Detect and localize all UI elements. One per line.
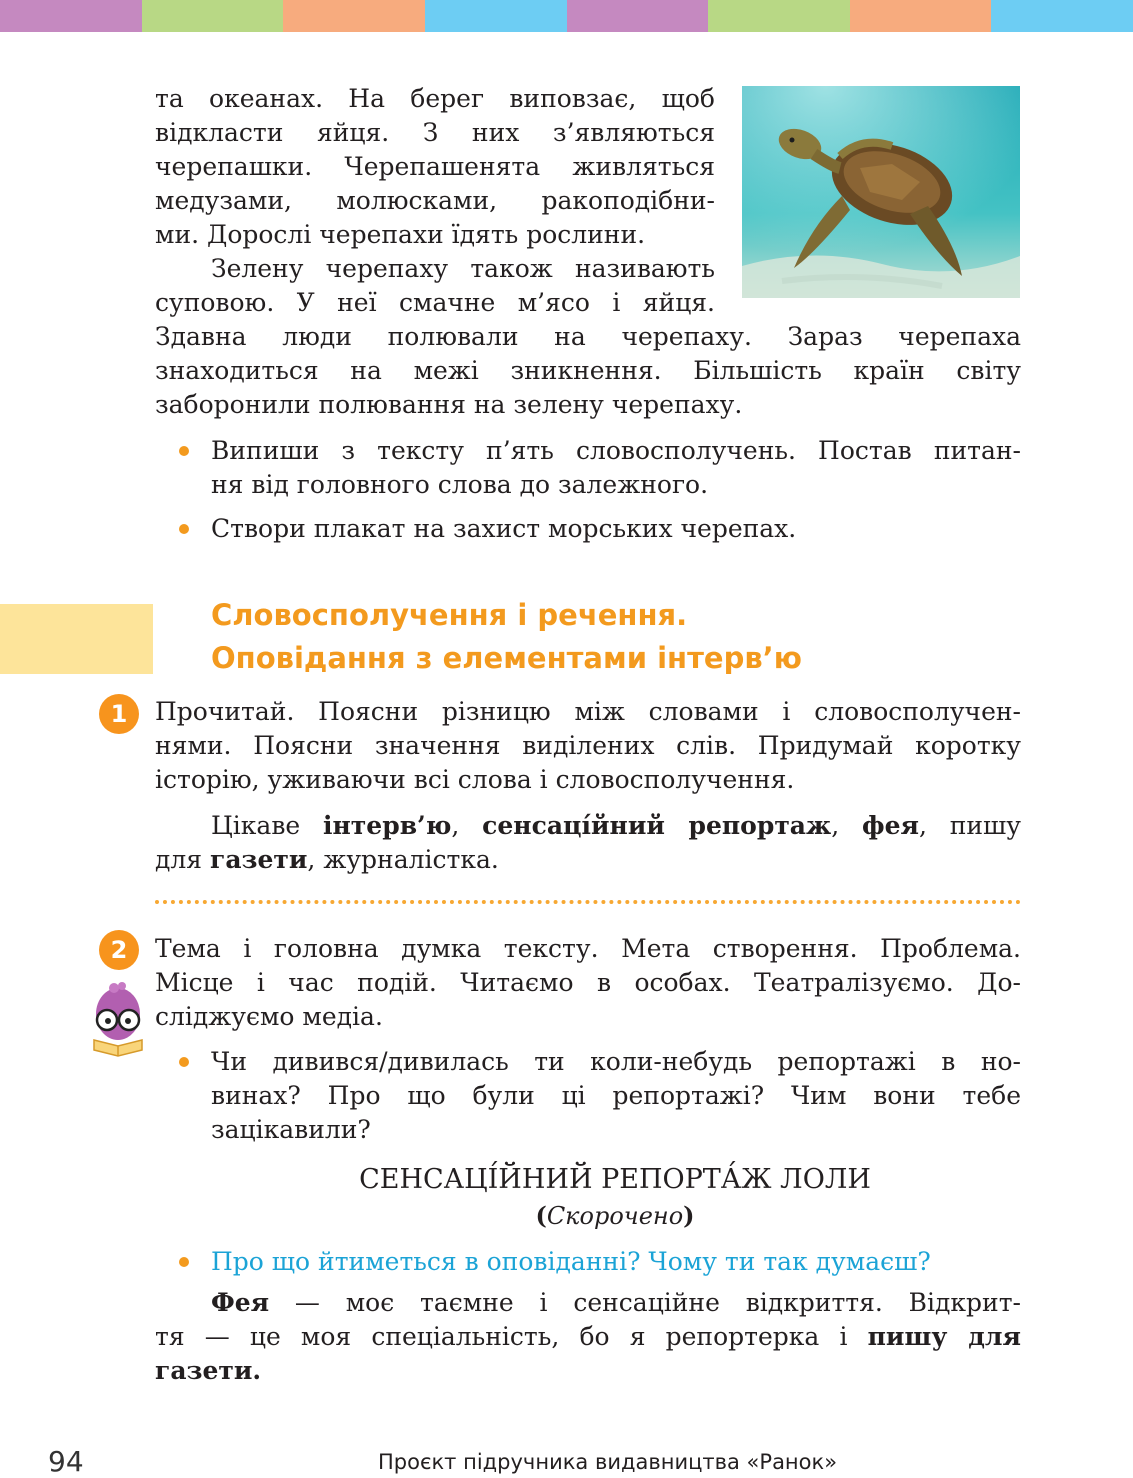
text-line: Випиши з тексту п’ять словосполучень. Постав питан-	[211, 436, 1021, 465]
text-line: Фея — моє таємне і сенсаційне відкриття. Відкрит-	[211, 1288, 1021, 1317]
text-line: та океанах. На берег виповзає, щоб	[155, 84, 715, 113]
text-line: черепашки. Черепашенята живляться	[155, 152, 715, 181]
text-line: Зелену черепаху також називають	[211, 254, 715, 283]
text-line: Тема і головна думка тексту. Мета створення. Проблема.	[155, 934, 1021, 963]
bullet-item	[211, 1045, 1021, 1147]
section-heading-line-2: Оповідання з елементами інтерв’ю	[211, 641, 802, 675]
text-line: заборонили полювання на зелену черепаху.	[155, 390, 743, 419]
text-line: газети.	[155, 1356, 262, 1385]
bullet-dot	[179, 446, 189, 456]
bullet-item	[211, 434, 1021, 502]
task-number-badge: 1	[99, 694, 139, 734]
bold-word: сенсаці́йний репортаж	[482, 811, 832, 840]
bold-word: фея	[862, 811, 919, 840]
text-line: винах? Про що були ці репортажі? Чим вони тебе	[211, 1081, 1021, 1110]
text-line: медузами, молюсками, ракоподібни-	[155, 186, 715, 215]
word: Цікаве	[211, 811, 301, 840]
text-line: знаходиться на межі зникнення. Більшість країн світу	[155, 356, 1021, 385]
text-line: суповою. У неї смачне м’ясо і яйця.	[155, 288, 715, 317]
owl-mascot-icon	[88, 980, 148, 1060]
color-stripe	[0, 0, 142, 32]
text-line: Створи плакат на захист морських черепах.	[211, 514, 797, 543]
heading-accent-bar	[0, 604, 153, 674]
color-stripe	[425, 0, 567, 32]
text-line: Цікаве інтерв’ю, сенсаці́йний репортаж, фея, пишу	[211, 811, 1021, 840]
story-question	[211, 1245, 1021, 1279]
story-subtitle: (Скорочено)	[535, 1201, 695, 1230]
story-text	[155, 1286, 1021, 1388]
bold-word: газети	[210, 845, 308, 874]
bullet-dot	[179, 1057, 189, 1067]
word: для	[155, 845, 203, 874]
color-stripe	[991, 0, 1133, 32]
text-line: Прочитай. Поясни різницю між словами і словосполучен-	[155, 697, 1021, 726]
section-heading-line-1: Словосполучення і речення.	[211, 598, 688, 632]
text-line: історію, уживаючи всі слова і словосполучення.	[155, 765, 795, 794]
bold-word: Фея	[211, 1288, 270, 1317]
color-stripe	[850, 0, 992, 32]
intro-paragraph-wide	[155, 320, 1021, 422]
color-stripe	[567, 0, 709, 32]
text-line: Чи дивився/дивилась ти коли-небудь репортажі в но-	[211, 1047, 1021, 1076]
color-stripe	[142, 0, 284, 32]
text-line: нями. Поясни значення виділених слів. Придумай коротку	[155, 731, 1021, 760]
text-line: зацікавили?	[211, 1115, 371, 1144]
page-number: 94	[48, 1445, 84, 1478]
word: журналістка.	[323, 845, 499, 874]
bold-word: пишу для	[867, 1322, 1021, 1351]
text-line: Про що йтиметься в оповіданні? Чому ти так думаєш?	[211, 1247, 931, 1276]
text-line: відкласти яйця. З них з’являються	[155, 118, 715, 147]
bullet-item	[211, 512, 1021, 546]
color-stripe	[283, 0, 425, 32]
text-line: Місце і час подій. Читаємо в особах. Театралізуємо. До-	[155, 968, 1021, 997]
top-color-stripes	[0, 0, 1133, 32]
bullet-dot	[179, 1257, 189, 1267]
story-title: СЕНСАЦІ́ЙНИЙ РЕПОРТА́Ж ЛОЛИ	[359, 1164, 871, 1195]
task-1-words	[155, 809, 1021, 877]
text-line: Здавна люди полювали на черепаху. Зараз черепаха	[155, 322, 1021, 351]
word: пишу	[949, 811, 1021, 840]
footer-publisher: Проєкт підручника видавництва «Ранок»	[378, 1450, 838, 1474]
text-line: сліджуємо медіа.	[155, 1002, 383, 1031]
task-1-instructions	[155, 695, 1021, 797]
text-line: ня від головного слова до залежного.	[211, 470, 709, 499]
task-2-instructions	[155, 932, 1021, 1034]
text-line: тя — це моя спеціальність, бо я репортерка і пишу для	[155, 1322, 1021, 1351]
intro-paragraph	[155, 82, 715, 320]
bullet-dot	[179, 524, 189, 534]
bold-word: газети	[155, 1356, 253, 1385]
text-line: ми. Дорослі черепахи їдять рослини.	[155, 220, 646, 249]
task-number-badge: 2	[99, 930, 139, 970]
section-divider	[155, 900, 1021, 904]
color-stripe	[708, 0, 850, 32]
bold-word: інтерв’ю	[323, 811, 452, 840]
sea-turtle-photo	[742, 86, 1020, 298]
text-line: для газети, журналістка.	[155, 845, 499, 874]
